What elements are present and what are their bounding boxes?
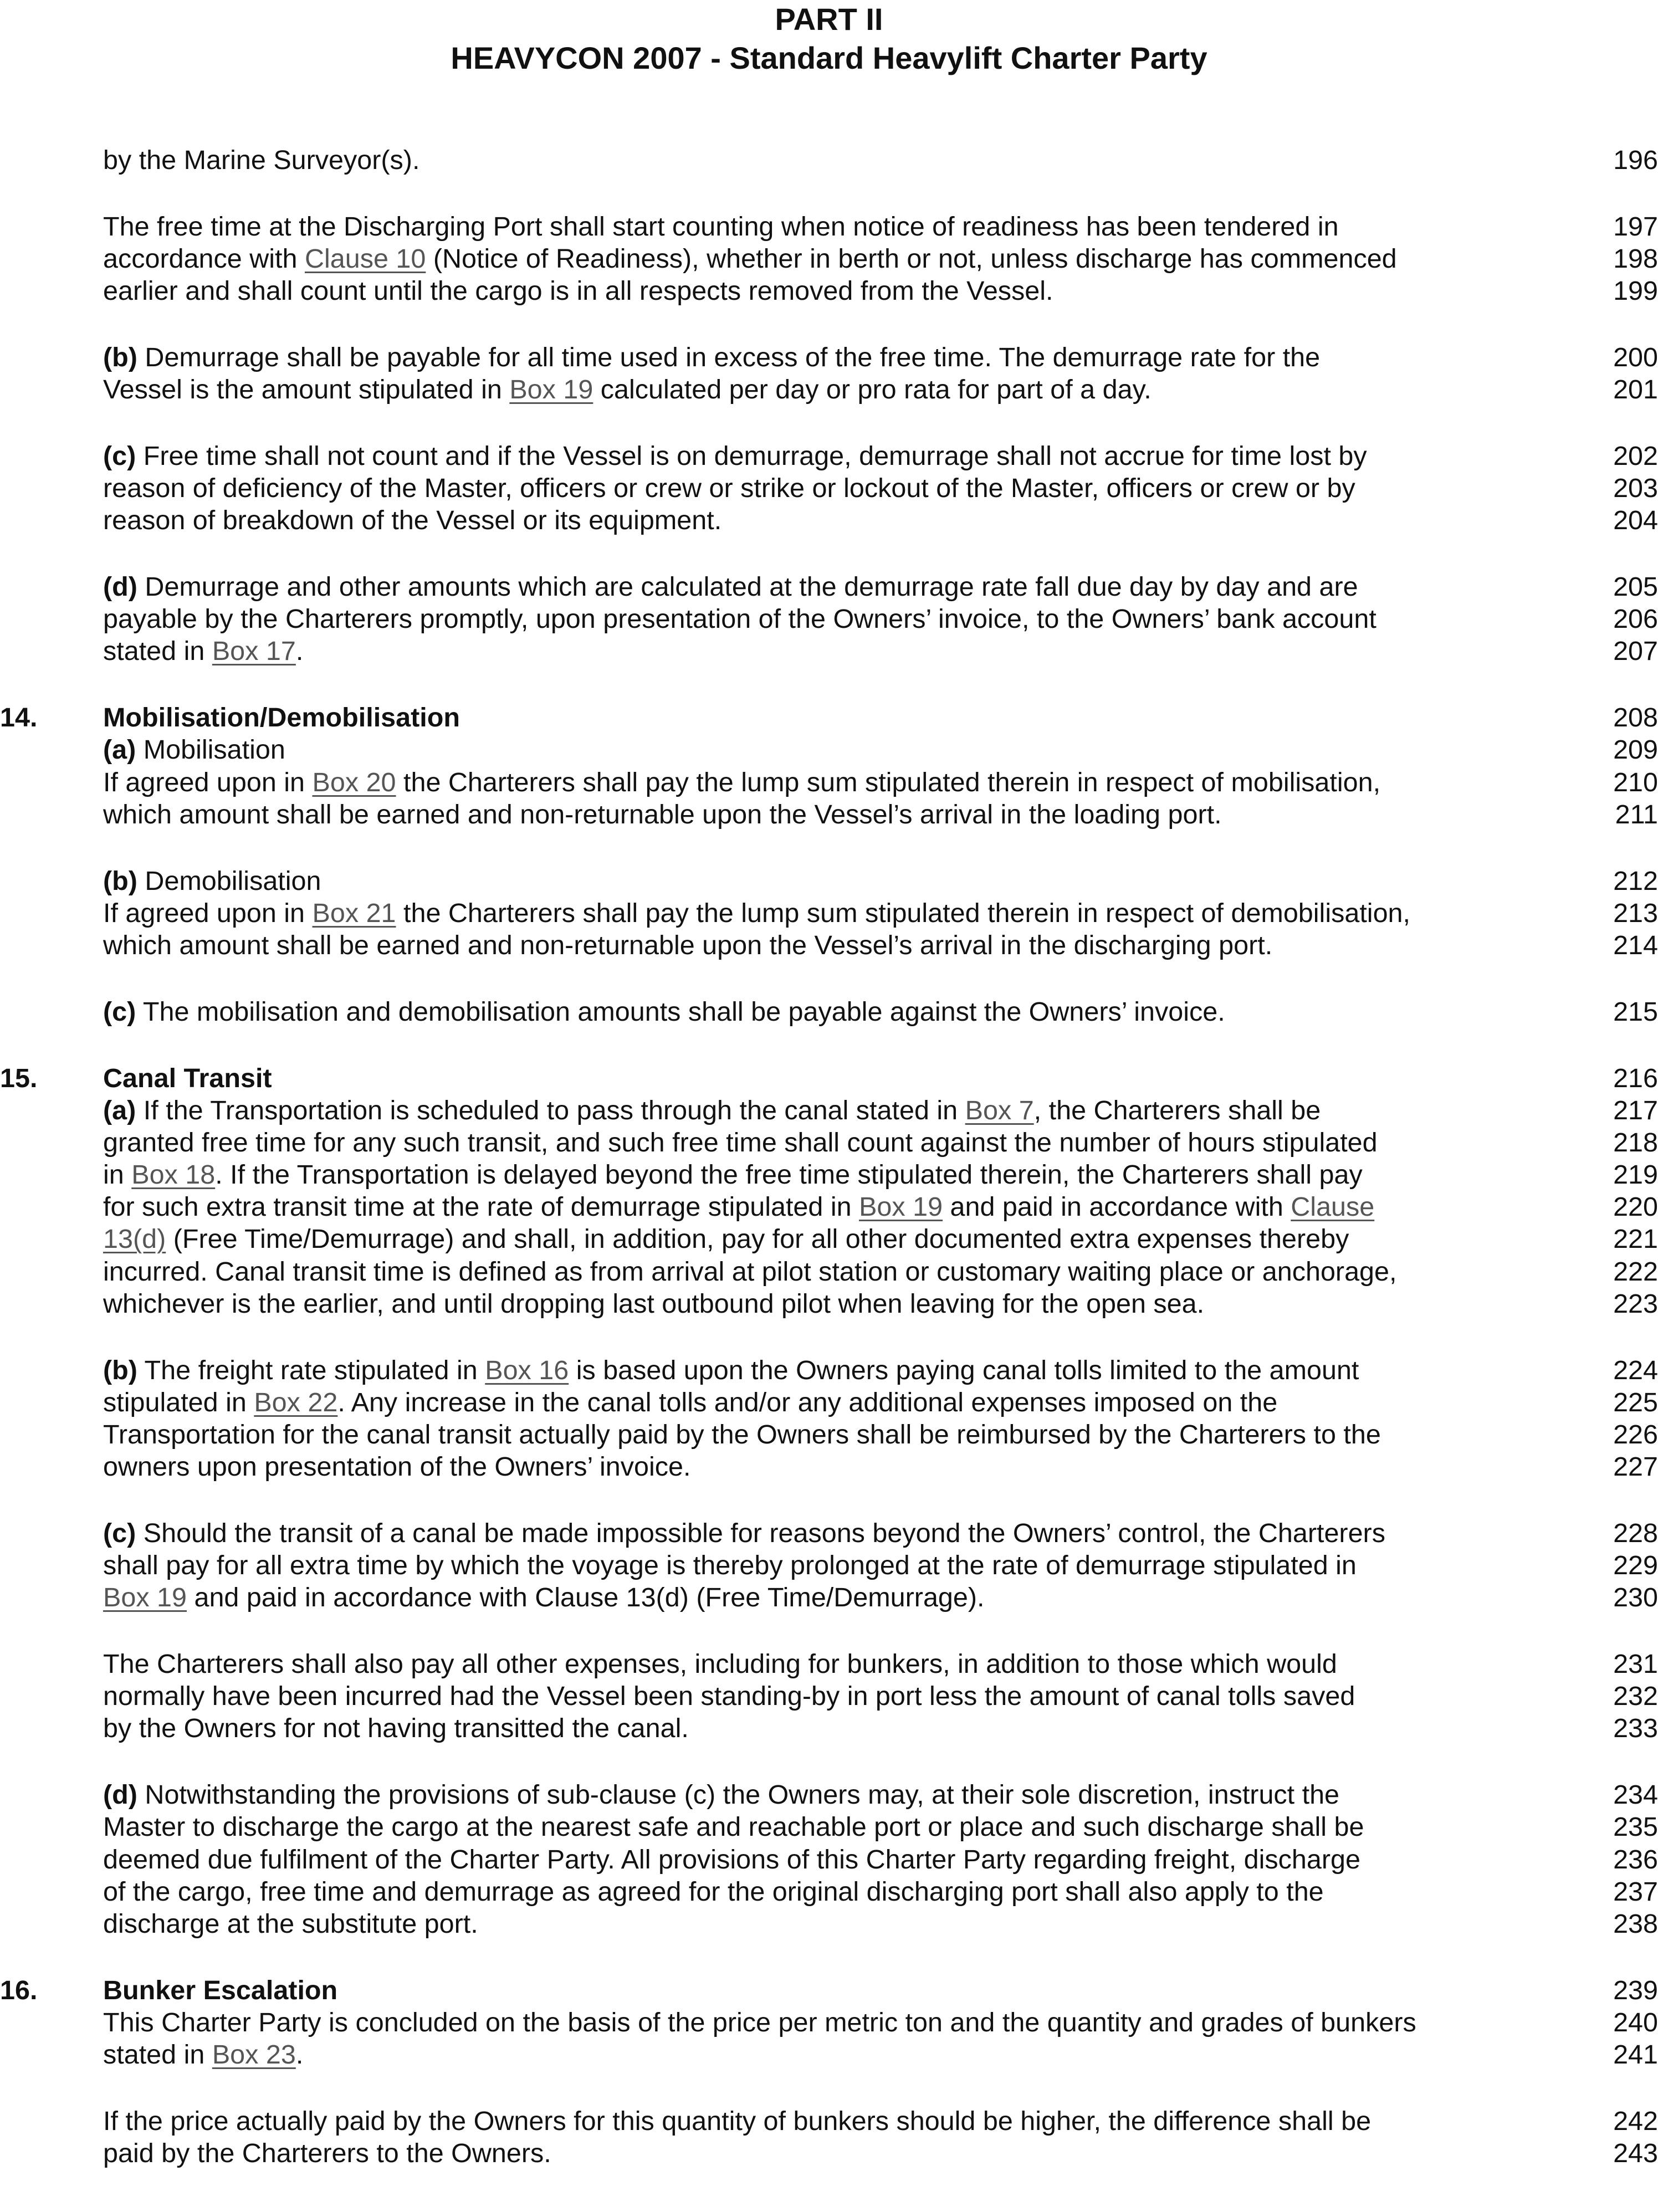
text-segment: Should the transit of a canal be made impossible for reasons beyond the Owners’ control, the Charterers (136, 1518, 1385, 1548)
document-title: HEAVYCON 2007 - Standard Heavylift Charter Party (451, 40, 1207, 75)
line-text (103, 929, 1272, 961)
line-text (103, 1974, 337, 2006)
clause-heading: Mobilisation/Demobilisation (103, 703, 460, 733)
text-line (0, 1386, 1658, 1419)
text-line (0, 1419, 1658, 1451)
text-line (0, 1680, 1658, 1712)
line-number: 225 (1613, 1387, 1658, 1417)
text-segment: stipulated in (103, 1387, 254, 1417)
text-segment: paid by the Charterers to the Owners. (103, 2138, 551, 2169)
paragraph-gap (0, 1483, 1658, 1517)
text-line (0, 1844, 1658, 1876)
line-number: 231 (1613, 1649, 1658, 1680)
cross-reference-link[interactable]: Clause (1291, 1192, 1375, 1222)
clause-text-body (0, 144, 1658, 2169)
cross-reference-link[interactable]: Box 19 (509, 375, 593, 405)
line-number: 227 (1613, 1452, 1658, 1482)
line-text (103, 1223, 1349, 1255)
text-line (0, 1191, 1658, 1223)
line-number: 215 (1613, 996, 1658, 1027)
line-number: 230 (1613, 1583, 1658, 1613)
text-segment: payable by the Charterers promptly, upon presentation of the Owners’ invoice, to the Owners’ bank account (103, 604, 1376, 634)
line-number: 216 (1613, 1063, 1658, 1093)
line-number: 210 (1613, 767, 1658, 797)
text-segment: stated in (103, 2040, 212, 2070)
paragraph-gap (0, 831, 1658, 865)
text-segment: . Any increase in the canal tolls and/or any additional expenses imposed on the (337, 1387, 1278, 1417)
text-line (0, 2006, 1658, 2039)
line-number: 239 (1613, 1975, 1658, 2005)
text-line (0, 1712, 1658, 1744)
paragraph-gap (0, 1940, 1658, 1974)
line-text (103, 635, 303, 667)
line-number: 214 (1613, 930, 1658, 960)
text-segment: Notwithstanding the provisions of sub-clause (c) the Owners may, at their sole discretion, instruct the (137, 1780, 1340, 1810)
line-number: 237 (1613, 1876, 1658, 1907)
text-segment: the Charterers shall pay the lump sum stipulated therein in respect of demobilisation, (396, 898, 1410, 928)
line-text (103, 1288, 1204, 1320)
cross-reference-link[interactable]: Box 17 (212, 636, 296, 667)
line-number: 196 (1613, 145, 1658, 175)
line-number: 240 (1613, 2007, 1658, 2037)
line-number: 213 (1613, 898, 1658, 928)
text-segment: Master to discharge the cargo at the nearest safe and reachable port or place and such discharge shall be (103, 1812, 1364, 1842)
text-line (0, 1127, 1658, 1159)
subclause-label: (c) (103, 996, 136, 1027)
line-text (103, 996, 1225, 1028)
text-segment: is based upon the Owners paying canal tolls limited to the amount (569, 1355, 1359, 1385)
text-segment: . If the Transportation is delayed beyond the free time stipulated therein, the Charterers shall pay (215, 1160, 1363, 1190)
line-text (103, 1779, 1339, 1811)
line-number: 202 (1613, 441, 1658, 471)
text-line (0, 1974, 1658, 2006)
line-text (103, 440, 1367, 472)
line-number: 220 (1613, 1192, 1658, 1222)
text-segment: If agreed upon in (103, 767, 313, 797)
cross-reference-link[interactable]: Box 19 (859, 1192, 943, 1222)
text-line (0, 1779, 1658, 1811)
text-line (0, 1256, 1658, 1288)
line-text (103, 2105, 1371, 2137)
text-segment: stated in (103, 636, 212, 667)
line-number: 234 (1613, 1780, 1658, 1810)
text-line (0, 865, 1658, 897)
text-line (0, 1223, 1658, 1255)
text-line (0, 996, 1658, 1028)
text-line (0, 798, 1658, 831)
paragraph-gap (0, 668, 1658, 702)
text-line (0, 440, 1658, 472)
text-line (0, 1159, 1658, 1191)
text-line (0, 2105, 1658, 2137)
line-text (103, 1191, 1374, 1223)
part-heading: PART II (775, 2, 883, 37)
line-text (103, 1549, 1357, 1581)
text-line (0, 571, 1658, 603)
line-text (103, 1581, 985, 1614)
cross-reference-link[interactable]: Box 19 (103, 1583, 187, 1613)
cross-reference-link[interactable]: Box 22 (254, 1387, 338, 1417)
line-text (103, 1094, 1321, 1127)
line-text (103, 1159, 1363, 1191)
line-number: 208 (1613, 703, 1658, 733)
paragraph-gap (0, 176, 1658, 211)
text-segment: by the Marine Surveyor(s). (103, 145, 420, 175)
text-line (0, 1288, 1658, 1320)
line-number: 207 (1613, 636, 1658, 667)
cross-reference-link[interactable]: Box 7 (965, 1095, 1034, 1125)
text-line (0, 2039, 1658, 2071)
line-number: 218 (1613, 1127, 1658, 1158)
line-text (103, 275, 1053, 307)
line-text (103, 734, 285, 766)
text-segment: reason of deficiency of the Master, officers or crew or strike or lockout of the Master, officers or crew or by (103, 473, 1355, 504)
text-segment: the Charterers shall pay the lump sum stipulated therein in respect of mobilisation, (396, 767, 1381, 797)
text-segment: which amount shall be earned and non-returnable upon the Vessel’s arrival in the discharging port. (103, 930, 1273, 960)
line-number: 233 (1613, 1713, 1658, 1744)
line-number: 243 (1613, 2138, 1658, 2169)
line-text (103, 1712, 689, 1744)
line-number: 224 (1613, 1355, 1658, 1385)
text-segment: Free time shall not count and if the Vessel is on demurrage, demurrage shall not accrue for time lost by (136, 441, 1367, 471)
line-number: 198 (1613, 243, 1658, 274)
line-text (103, 865, 321, 897)
text-line (0, 603, 1658, 635)
text-segment: which amount shall be earned and non-returnable upon the Vessel’s arrival in the loading port. (103, 799, 1222, 830)
text-line (0, 1094, 1658, 1127)
text-segment: for such extra transit time at the rate of demurrage stipulated in (103, 1192, 859, 1222)
clause-number: 16. (0, 1975, 38, 2005)
text-line (0, 1451, 1658, 1483)
line-text (103, 373, 1152, 406)
line-text (103, 1680, 1355, 1712)
line-text (103, 571, 1358, 603)
line-number: 203 (1613, 473, 1658, 504)
text-segment: If the Transportation is scheduled to pass through the canal stated in (136, 1095, 965, 1125)
clause-heading: Bunker Escalation (103, 1975, 338, 2005)
text-segment: granted free time for any such transit, and such free time shall count against the number of hours stipulated (103, 1127, 1378, 1158)
text-line (0, 275, 1658, 307)
text-segment: whichever is the earlier, and until dropping last outbound pilot when leaving for the open sea. (103, 1288, 1205, 1319)
text-segment: shall pay for all extra time by which the voyage is thereby prolonged at the rate of demurrage stipulated in (103, 1550, 1357, 1581)
text-segment: accordance with (103, 243, 305, 274)
paragraph-gap (0, 307, 1658, 341)
cross-reference-link[interactable]: 13(d) (103, 1224, 166, 1255)
paragraph-gap (0, 1320, 1658, 1354)
subclause-label: (c) (103, 441, 136, 471)
line-text (103, 144, 419, 176)
text-line (0, 1648, 1658, 1680)
text-segment: normally have been incurred had the Vessel been standing-by in port less the amount of canal tolls saved (103, 1681, 1355, 1712)
text-line (0, 341, 1658, 373)
line-text (103, 2006, 1416, 2039)
text-segment: The free time at the Discharging Port shall start counting when notice of readiness has been tendered in (103, 211, 1339, 242)
text-line (0, 1811, 1658, 1843)
subclause-label: (a) (103, 735, 136, 765)
line-number: 201 (1613, 375, 1658, 405)
line-number: 219 (1613, 1160, 1658, 1190)
line-text (103, 1844, 1360, 1876)
line-number: 222 (1613, 1256, 1658, 1287)
text-segment: If the price actually paid by the Owners for this quantity of bunkers should be higher, the difference shall be (103, 2106, 1372, 2136)
subclause-label: (d) (103, 1780, 137, 1810)
text-line (0, 144, 1658, 176)
text-segment: Vessel is the amount stipulated in (103, 375, 510, 405)
text-line (0, 734, 1658, 766)
text-segment: The Charterers shall also pay all other expenses, including for bunkers, in addition to those which would (103, 1649, 1337, 1680)
cross-reference-link[interactable]: Clause 10 (304, 243, 426, 274)
clause-number: 14. (0, 703, 38, 733)
line-number: 211 (1615, 799, 1658, 830)
text-segment: If agreed upon in (103, 898, 313, 928)
text-segment: The freight rate stipulated in (137, 1355, 485, 1385)
text-line (0, 1876, 1658, 1908)
text-segment: deemed due fulfilment of the Charter Party. All provisions of this Charter Party regarding freight, discharge (103, 1844, 1360, 1875)
line-text (103, 2137, 551, 2169)
line-text (103, 1062, 272, 1094)
line-text (103, 766, 1380, 798)
paragraph-gap (0, 406, 1658, 440)
line-text (103, 1354, 1359, 1386)
line-text (103, 1648, 1337, 1680)
line-text (103, 1419, 1381, 1451)
clause-number: 15. (0, 1063, 38, 1093)
paragraph-gap (0, 1028, 1658, 1062)
subclause-label: (c) (103, 1518, 136, 1548)
line-number: 206 (1613, 604, 1658, 634)
text-segment: Demurrage and other amounts which are calculated at the demurrage rate fall due day by day and are (137, 572, 1358, 602)
cross-reference-link[interactable]: Box 23 (212, 2040, 296, 2070)
line-text (103, 1127, 1378, 1159)
line-number: 229 (1613, 1550, 1658, 1581)
cross-reference-link[interactable]: Box 18 (131, 1160, 216, 1190)
text-segment: Mobilisation (136, 735, 285, 765)
text-segment: . (295, 636, 304, 667)
line-number: 221 (1613, 1224, 1658, 1255)
line-number: 228 (1613, 1518, 1658, 1548)
text-line (0, 211, 1658, 243)
line-text (103, 472, 1355, 504)
line-text (103, 1876, 1324, 1908)
paragraph-gap (0, 1614, 1658, 1648)
line-text (103, 1386, 1277, 1419)
clause-heading: Canal Transit (103, 1063, 272, 1093)
text-segment: , the Charterers shall be (1033, 1095, 1321, 1125)
subclause-label: (b) (103, 1355, 137, 1385)
text-segment: Transportation for the canal transit actually paid by the Owners shall be reimbursed by the Charterers to the (103, 1419, 1381, 1450)
text-segment: reason of breakdown of the Vessel or its equipment. (103, 505, 722, 536)
text-segment: discharge at the substitute port. (103, 1909, 478, 1939)
text-line (0, 1908, 1658, 1940)
line-text (103, 504, 721, 536)
line-number: 205 (1613, 572, 1658, 602)
line-text (103, 211, 1339, 243)
text-segment: Demobilisation (137, 866, 321, 896)
line-text (103, 1811, 1364, 1843)
subclause-label: (b) (103, 342, 137, 372)
cross-reference-link[interactable]: Box 21 (312, 898, 396, 928)
line-text (103, 897, 1410, 929)
cross-reference-link[interactable]: Box 20 (312, 767, 396, 797)
text-segment: The mobilisation and demobilisation amounts shall be payable against the Owners’ invoice. (136, 996, 1225, 1027)
line-number: 197 (1613, 211, 1658, 242)
text-line (0, 929, 1658, 961)
line-number: 242 (1613, 2106, 1658, 2136)
line-text (103, 341, 1320, 373)
line-number: 212 (1613, 866, 1658, 896)
text-segment: This Charter Party is concluded on the basis of the price per metric ton and the quantity and grades of bunkers (103, 2007, 1416, 2037)
line-number: 199 (1613, 276, 1658, 306)
line-number: 209 (1613, 735, 1658, 765)
line-number: 204 (1613, 505, 1658, 536)
line-number: 226 (1613, 1419, 1658, 1450)
paragraph-gap (0, 536, 1658, 571)
line-number: 217 (1613, 1095, 1658, 1125)
document-header (0, 0, 1658, 78)
text-segment: (Notice of Readiness), whether in berth or not, unless discharge has commenced (426, 243, 1397, 274)
text-line (0, 504, 1658, 536)
subclause-label: (d) (103, 572, 137, 602)
text-segment: of the cargo, free time and demurrage as agreed for the original discharging port shall also apply to the (103, 1876, 1324, 1907)
text-segment: by the Owners for not having transitted the canal. (103, 1713, 689, 1744)
line-text (103, 1451, 690, 1483)
text-line (0, 2137, 1658, 2169)
line-number: 236 (1613, 1844, 1658, 1875)
text-segment: in (103, 1160, 132, 1190)
text-line (0, 373, 1658, 406)
cross-reference-link[interactable]: Box 16 (485, 1355, 569, 1385)
subclause-label: (b) (103, 866, 137, 896)
line-text (103, 1256, 1396, 1288)
line-number: 238 (1613, 1909, 1658, 1939)
text-line (0, 897, 1658, 929)
line-text (103, 243, 1397, 275)
subclause-label: (a) (103, 1095, 136, 1125)
text-line (0, 702, 1658, 734)
line-text (103, 1908, 478, 1940)
line-number: 200 (1613, 342, 1658, 372)
line-number: 235 (1613, 1812, 1658, 1842)
text-line (0, 1062, 1658, 1094)
line-number: 241 (1613, 2040, 1658, 2070)
line-text (103, 1517, 1385, 1549)
line-text (103, 2039, 303, 2071)
paragraph-gap (0, 1745, 1658, 1779)
text-segment: incurred. Canal transit time is defined as from arrival at pilot station or customary waiting place or anchorage, (103, 1256, 1397, 1287)
text-line (0, 243, 1658, 275)
line-text (103, 798, 1222, 831)
text-segment: earlier and shall count until the cargo is in all respects removed from the Vessel. (103, 276, 1053, 306)
paragraph-gap (0, 2071, 1658, 2105)
text-segment: (Free Time/Demurrage) and shall, in addition, pay for all other documented extra expenses thereby (166, 1224, 1349, 1255)
text-line (0, 1354, 1658, 1386)
text-line (0, 1517, 1658, 1549)
text-segment: calculated per day or pro rata for part of a day. (593, 375, 1152, 405)
line-text (103, 702, 460, 734)
paragraph-gap (0, 961, 1658, 996)
text-segment: and paid in accordance with Clause 13(d) (Free Time/Demurrage). (187, 1583, 985, 1613)
text-line (0, 472, 1658, 504)
text-line (0, 766, 1658, 798)
text-segment: . (295, 2040, 304, 2070)
text-segment: and paid in accordance with (943, 1192, 1291, 1222)
text-segment: owners upon presentation of the Owners’ invoice. (103, 1452, 691, 1482)
text-line (0, 1581, 1658, 1614)
text-line (0, 1549, 1658, 1581)
text-line (0, 635, 1658, 667)
line-number: 223 (1613, 1288, 1658, 1319)
line-text (103, 603, 1376, 635)
line-number: 232 (1613, 1681, 1658, 1712)
text-segment: Demurrage shall be payable for all time used in excess of the free time. The demurrage rate for the (137, 342, 1321, 372)
